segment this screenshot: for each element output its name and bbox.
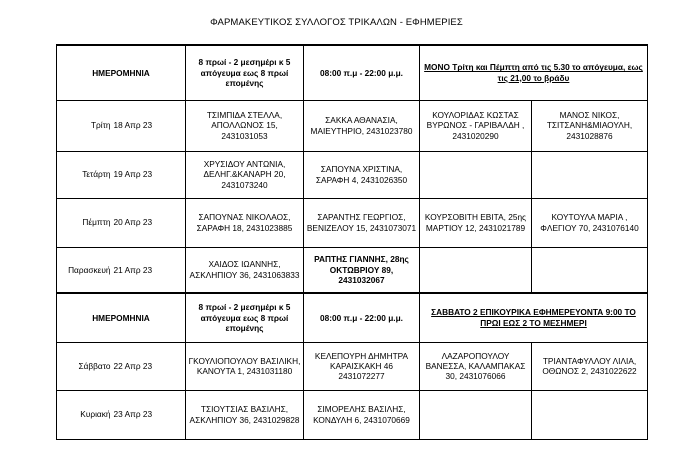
weekday-header-row: [57, 45, 648, 100]
overnight-pharmacy: ΤΣΙΜΠΙΔΑ ΣΤΕΛΛΑ, ΑΠΟΛΛΩΝΟΣ 15, 2431031053: [186, 100, 304, 151]
saturday-extra-header: ΣΑΒΒΑΤΟ 2 ΕΠΙΚΟΥΡΙΚΑ ΕΦΗΜΕΡΕΥΟΝΤΑ 9:00 ΤΟ ΠΡΩΙ ΕΩΣ 2 ΤΟ ΜΕΣΗΜΕΡΙ: [420, 293, 648, 342]
evening-pharmacy-1: [420, 247, 532, 293]
overnight-pharmacy: ΤΣΙΟΥΤΣΙΑΣ ΒΑΣΙΛΗΣ, ΑΣΚΛΗΠΙΟΥ 36, 2431029828: [186, 390, 304, 439]
table-row: [57, 198, 648, 247]
date-column-header: ΗΜΕΡΟΜΗΝΙΑ: [57, 45, 186, 100]
date-cell: 23 Απρ 23: [112, 390, 186, 439]
extra-pharmacy-1: ΛΑΖΑΡΟΠΟΥΛΟΥ ΒΑΝΕΣΣΑ, ΚΑΛΑΜΠΑΚΑΣ 30, 2431076066: [420, 342, 532, 390]
extra-pharmacy-2: ΤΡΙΑΝΤΑΦΥΛΛΟΥ ΛΙΛΙΑ, ΟΘΩΝΟΣ 2, 2431022622: [532, 342, 648, 390]
date-cell: 20 Απρ 23: [112, 198, 186, 247]
evening-pharmacy-2: ΜΑΝΟΣ ΝΙΚΟΣ, ΤΣΙΤΣΑΝΗ&ΜΙΑΟΥΛΗ, 2431028876: [532, 100, 648, 151]
table-row: [57, 151, 648, 198]
overnight-pharmacy: ΧΑΙΔΟΣ ΙΩΑΝΝΗΣ, ΑΣΚΛΗΠΙΟΥ 36, 2431063833: [186, 247, 304, 293]
day-name: Κυριακή: [57, 390, 112, 439]
weekend-header-row: [57, 293, 648, 342]
day-pharmacy: ΚΕΛΕΠΟΥΡΗ ΔΗΜΗΤΡΑ ΚΑΡΑΙΣΚΑΚΗ 46 2431072277: [304, 342, 420, 390]
date-cell: 21 Απρ 23: [112, 247, 186, 293]
overnight-pharmacy: ΣΑΠΟΥΝΑΣ ΝΙΚΟΛΑΟΣ, ΣΑΡΑΦΗ 18, 2431023885: [186, 198, 304, 247]
day-name: Τετάρτη: [57, 151, 112, 198]
evening-pharmacy-2: ΚΟΥΤΟΥΛΑ ΜΑΡΙΑ , ΦΛΕΓΙΟΥ 70, 2431076140: [532, 198, 648, 247]
evening-pharmacy-1: ΚΟΥΡΣΟΒΙΤΗ ΕΒΙΤΑ, 25ης ΜΑΡΤΙΟΥ 12, 2431021789: [420, 198, 532, 247]
day-name: Παρασκευή: [57, 247, 112, 293]
day-pharmacy: ΣΙΜΟΡΕΛΗΣ ΒΑΣΙΛΗΣ, ΚΟΝΔΥΛΗ 6, 2431070669: [304, 390, 420, 439]
page-title: ΦΑΡΜΑΚΕΥΤΙΚΟΣ ΣΥΛΛΟΓΟΣ ΤΡΙΚΑΛΩΝ - ΕΦΗΜΕΡΙΕΣ: [210, 17, 463, 28]
day-shift-header: 08:00 π.μ - 22:00 μ.μ.: [304, 45, 420, 100]
table-row: [57, 390, 648, 439]
overnight-pharmacy: ΓΚΟΥΛΙΟΠΟΥΛΟΥ ΒΑΣΙΛΙΚΗ, ΚΑΝΟΥΤΑ 1, 2431031180: [186, 342, 304, 390]
table-row: [57, 100, 648, 151]
extra-pharmacy-1: [420, 390, 532, 439]
day-name: Σάββατο: [57, 342, 112, 390]
date-cell: 19 Απρ 23: [112, 151, 186, 198]
evening-extra-header: ΜΟΝΟ Τρίτη και Πέμπτη από τις 5.30 το απόγευμα, εως τις 21,00 το βράδυ: [420, 45, 648, 100]
day-name: Τρίτη: [57, 100, 112, 151]
day-pharmacy: ΣΑΚΚΑ ΑΘΑΝΑΣΙΑ, ΜΑΙΕΥΤΗΡΙΟ, 2431023780: [304, 100, 420, 151]
evening-pharmacy-2: [532, 247, 648, 293]
date-cell: 18 Απρ 23: [112, 100, 186, 151]
overnight-pharmacy: ΧΡΥΣΙΔΟΥ ΑΝΤΩΝΙΑ, ΔΕΛΗΓ.&ΚΑΝΑΡΗ 20, 2431073240: [186, 151, 304, 198]
evening-pharmacy-1: [420, 151, 532, 198]
duty-schedule-table: [56, 44, 648, 440]
evening-pharmacy-2: [532, 151, 648, 198]
overnight-shift-header: 8 πρωί - 2 μεσημέρι κ 5 απόγευμα εως 8 πρωί επομένης: [186, 45, 304, 100]
table-row: [57, 247, 648, 293]
date-column-header: ΗΜΕΡΟΜΗΝΙΑ: [57, 293, 186, 342]
day-pharmacy: ΣΑΡΑΝΤΗΣ ΓΕΩΡΓΙΟΣ, ΒΕΝΙΖΕΛΟΥ 15, 2431073071: [304, 198, 420, 247]
day-name: Πέμπτη: [57, 198, 112, 247]
table-row: [57, 342, 648, 390]
extra-pharmacy-2: [532, 390, 648, 439]
day-shift-header: 08:00 π.μ - 22:00 μ.μ.: [304, 293, 420, 342]
overnight-shift-header: 8 πρωί - 2 μεσημέρι κ 5 απόγευμα εως 8 πρωί επομένης: [186, 293, 304, 342]
date-cell: 22 Απρ 23: [112, 342, 186, 390]
evening-pharmacy-1: ΚΟΥΛΟΡΙΔΑΣ ΚΩΣΤΑΣ ΒΥΡΩΝΟΣ - ΓΑΡΙΒΑΛΔΗ , 2431020290: [420, 100, 532, 151]
day-pharmacy: ΣΑΠΟΥΝΑ ΧΡΙΣΤΙΝΑ, ΣΑΡΑΦΗ 4, 2431026350: [304, 151, 420, 198]
day-pharmacy: ΡΑΠΤΗΣ ΓΙΑΝΝΗΣ, 28ης ΟΚΤΩΒΡΙΟΥ 89, 2431032067: [304, 247, 420, 293]
